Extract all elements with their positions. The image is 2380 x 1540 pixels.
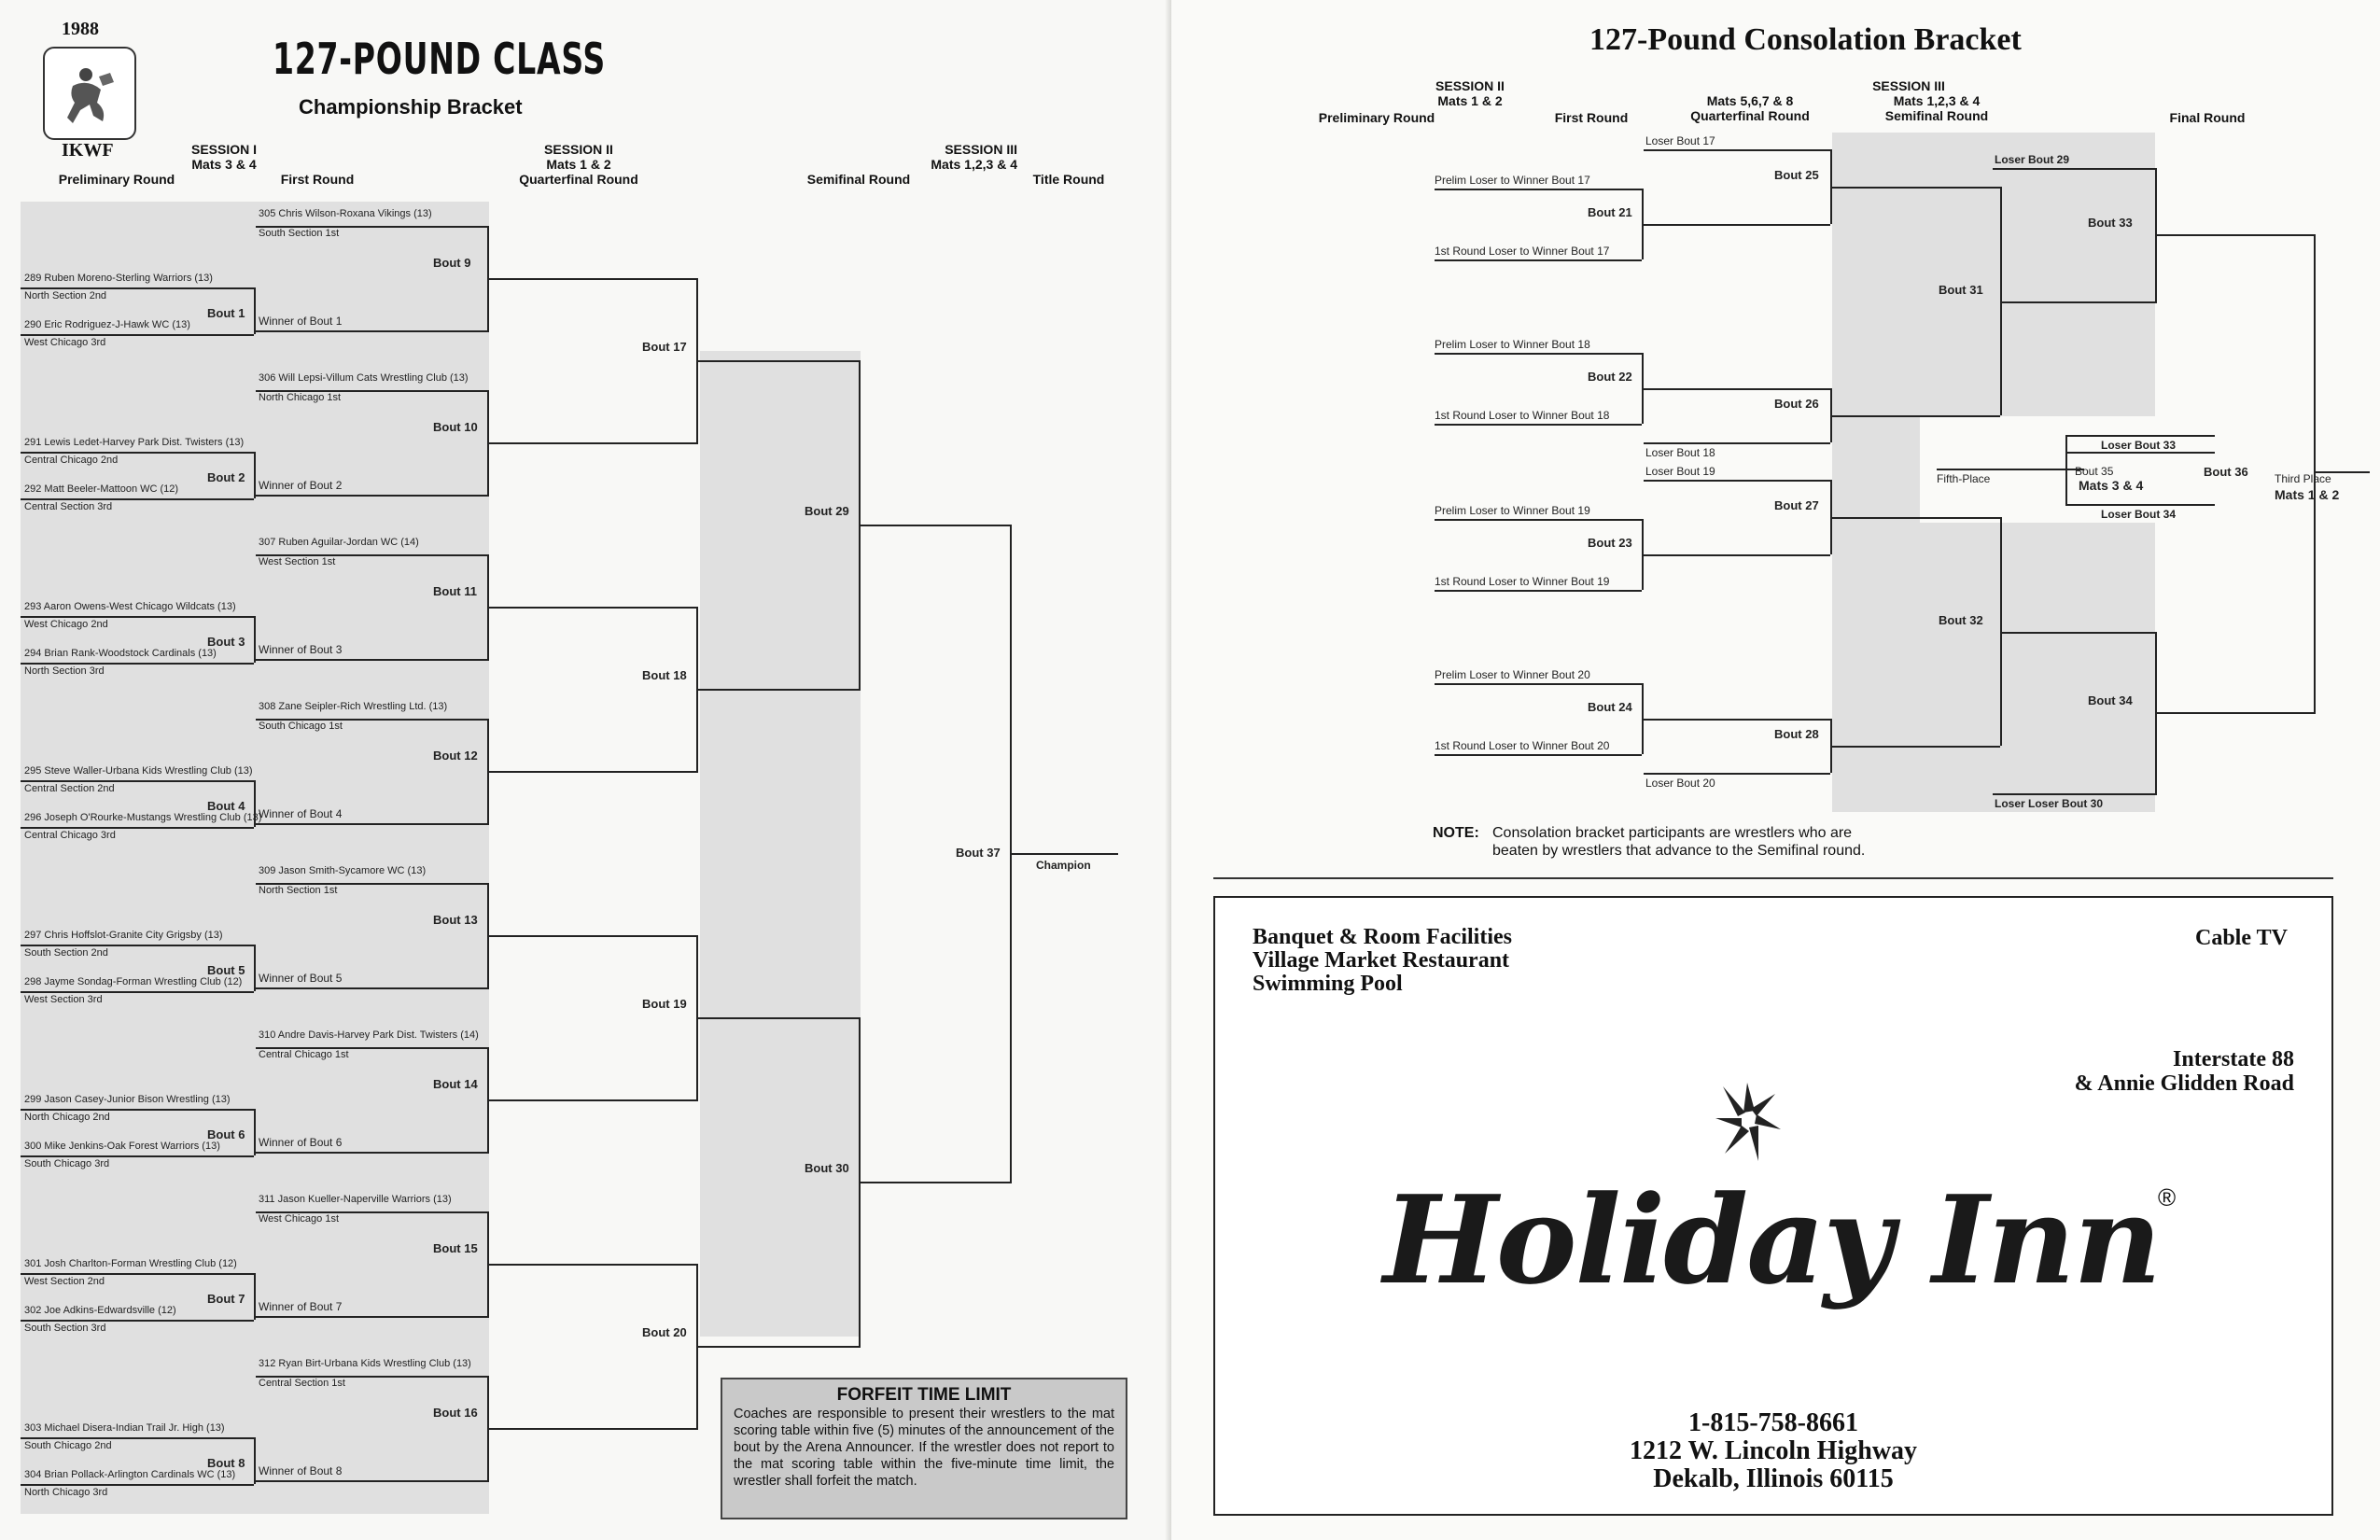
cons-loser-label: Loser Bout 20 — [1645, 777, 1715, 790]
prelim-bout: Bout 1 — [207, 306, 245, 320]
holiday-inn-wordmark: Holiday Inn — [1383, 1169, 2161, 1311]
prelim-bottom-place: North Chicago 3rd — [24, 1487, 108, 1498]
winner-of-prelim: Winner of Bout 5 — [259, 972, 343, 985]
cons-first-round-line — [1435, 754, 1642, 756]
prelim-top-place: Central Section 2nd — [24, 783, 115, 794]
prelim-bottom-wrestler: 296 Joseph O'Rourke-Mustangs Wrestling Club (13) — [24, 812, 262, 823]
cons-loser-line — [1644, 149, 1830, 151]
seeded-wrestler-name: 309 Jason Smith-Sycamore WC (13) — [259, 865, 427, 876]
cons-final-loser-label: Loser Loser Bout 30 — [1995, 797, 2104, 810]
final-bout: Bout 37 — [956, 846, 1001, 860]
quarterfinal-line — [489, 1428, 698, 1430]
winner-of-prelim: Winner of Bout 6 — [259, 1136, 343, 1149]
seeded-wrestler-name: 308 Zane Seipler-Rich Wrestling Ltd. (13) — [259, 701, 448, 712]
prelim-bout: Bout 7 — [207, 1292, 245, 1306]
seeded-wrestler-place: Central Chicago 1st — [259, 1049, 349, 1060]
prelim-top-place: South Section 2nd — [24, 947, 108, 959]
cons-semi-line — [1832, 187, 2000, 189]
contact-block — [1215, 1409, 2331, 1493]
prelim-bracket — [254, 1273, 256, 1320]
semifinal-bout: Bout 29 — [805, 504, 849, 518]
cons-first-round-line — [1435, 590, 1642, 592]
fifth-place-label: Fifth-Place — [1937, 472, 1991, 485]
prelim-bottom-wrestler: 290 Eric Rodriguez-J-Hawk WC (13) — [24, 319, 190, 330]
prelim-top-line — [21, 1109, 254, 1111]
first-round-winner-line — [256, 987, 489, 989]
note-line-1: Consolation bracket participants are wrestlers who are — [1492, 825, 1853, 841]
consolation-title: 127-Pound Consolation Bracket — [1589, 22, 2022, 57]
cons-first-round-line — [1435, 424, 1642, 426]
prelim-bout: Bout 2 — [207, 470, 245, 484]
first-round-bout: Bout 11 — [433, 584, 477, 598]
first-round-bout: Bout 12 — [433, 749, 478, 763]
phone-number[interactable]: 1-815-758-8661 — [1688, 1408, 1858, 1437]
cons-first-round-label: 1st Round Loser to Winner Bout 20 — [1435, 739, 1610, 752]
third-mats: Mats 1 & 2 — [2275, 487, 2340, 502]
seeded-wrestler-name: 312 Ryan Birt-Urbana Kids Wrestling Club (13) — [259, 1358, 471, 1369]
prelim-bottom-line — [21, 991, 254, 993]
quarterfinal-line — [489, 771, 698, 773]
prelim-top-place: Central Chicago 2nd — [24, 455, 119, 466]
cons-mid-line — [1644, 224, 1830, 226]
prelim-bottom-line — [21, 827, 254, 829]
prelim-bottom-line — [21, 1155, 254, 1157]
cons-mid-line — [1644, 388, 1830, 390]
champion-label: Champion — [1036, 859, 1091, 872]
winner-of-prelim: Winner of Bout 7 — [259, 1300, 343, 1313]
starburst-logo-icon — [1710, 1075, 1785, 1169]
prelim-top-wrestler: 295 Steve Waller-Urbana Kids Wrestling Club (13) — [24, 765, 253, 777]
fifth-bout: Bout 35 — [2075, 465, 2114, 478]
prelim-top-place: West Chicago 2nd — [24, 619, 108, 630]
cons-first-round-line — [1435, 259, 1642, 261]
session1-header: SESSION I Mats 3 & 4 — [190, 142, 258, 172]
title-round-header: Title Round — [1032, 172, 1105, 187]
session3-header-right: SESSION III — [1872, 78, 1945, 93]
fifth-line-top — [2065, 435, 2215, 437]
wrestler-logo-icon — [45, 49, 134, 138]
cons-loser-line — [1993, 168, 2157, 170]
cons-prelim-line — [1435, 353, 1642, 355]
cons-loser-label: Loser Bout 17 — [1645, 134, 1715, 147]
third-line — [2157, 712, 2316, 714]
prelim-bracket — [254, 945, 256, 991]
forfeit-title: FORFEIT TIME LIMIT — [836, 1385, 1012, 1405]
seeded-wrestler-place: West Chicago 1st — [259, 1213, 340, 1225]
cons-semi-line — [1832, 517, 2000, 519]
ikwf-logo — [43, 47, 136, 140]
seeded-wrestler-name: 310 Andre Davis-Harvey Park Dist. Twisters (14) — [259, 1029, 479, 1041]
cons-qf-bout: Bout 27 — [1774, 498, 1819, 512]
cons-qf-bout: Bout 25 — [1774, 168, 1819, 182]
seeded-wrestler-place: North Chicago 1st — [259, 392, 342, 403]
location-line-1: Interstate 88 — [2173, 1047, 2294, 1071]
first-round-winner-line — [256, 1480, 489, 1482]
semifinal-line — [698, 1017, 861, 1019]
quarterfinal-line — [489, 442, 698, 444]
cons-first-round-header: First Round — [1554, 110, 1629, 125]
prelim-top-line — [21, 287, 254, 289]
seeded-wrestler-place: South Chicago 1st — [259, 721, 343, 732]
seeded-wrestler-place: South Section 1st — [259, 228, 340, 239]
cons-final-loser-label: Loser Bout 29 — [1995, 153, 2070, 166]
winner-of-prelim: Winner of Bout 3 — [259, 643, 343, 656]
session2-header: SESSION II Mats 1 & 2 — [1435, 78, 1505, 108]
prelim-bottom-place: West Chicago 3rd — [24, 337, 106, 348]
prelim-top-line — [21, 616, 254, 618]
seeded-wrestler-place: West Section 1st — [259, 556, 336, 567]
prelim-bottom-line — [21, 498, 254, 500]
prelim-top-wrestler: 289 Ruben Moreno-Sterling Warriors (13) — [24, 273, 213, 284]
cons-first-round-bout: Bout 22 — [1588, 370, 1632, 384]
city-state-zip: Dekalb, Illinois 60115 — [1653, 1464, 1894, 1493]
winner-of-prelim: Winner of Bout 4 — [259, 807, 343, 820]
quarterfinal-line — [489, 1099, 698, 1101]
prelim-top-line — [21, 780, 254, 782]
quarterfinal-header: SESSION II Mats 1 & 2 Quarterfinal Round — [519, 142, 638, 187]
prelim-bracket — [254, 452, 256, 498]
cons-loser-line — [1644, 773, 1830, 775]
cons-loser-line — [1993, 793, 2157, 795]
prelim-top-line — [21, 1437, 254, 1439]
cons-prelim-line — [1435, 189, 1642, 190]
prelim-bottom-wrestler: 304 Brian Pollack-Arlington Cardinals WC (13) — [24, 1469, 236, 1480]
prelim-bracket — [254, 616, 256, 663]
fifth-bracket — [2065, 435, 2067, 504]
semifinal-shade — [700, 351, 861, 1337]
semifinal-bout: Bout 30 — [805, 1161, 849, 1175]
prelim-bottom-place: Central Section 3rd — [24, 501, 113, 512]
cons-semi-bout: Bout 32 — [1939, 612, 1983, 627]
session3-header: SESSION III Mats 1,2,3 & 4 — [931, 142, 1017, 172]
cons-first-round-label: 1st Round Loser to Winner Bout 17 — [1435, 245, 1610, 258]
seeded-wrestler-name: 307 Ruben Aguilar-Jordan WC (14) — [259, 537, 419, 548]
first-round-winner-line — [256, 330, 489, 332]
cable-tv: Cable TV — [2195, 926, 2288, 950]
first-round-winner-line — [256, 1152, 489, 1154]
third-line — [2157, 234, 2316, 236]
prelim-bottom-line — [21, 1484, 254, 1486]
seeded-wrestler-place: North Section 1st — [259, 885, 338, 896]
fifth-place-line — [1937, 469, 2084, 470]
page-subtitle: Championship Bracket — [299, 95, 523, 119]
cons-semi-line — [1832, 746, 2000, 748]
third-bout: Bout 36 — [2204, 465, 2248, 479]
quarterfinal-bout: Bout 18 — [642, 668, 687, 682]
cons-qf-bout: Bout 28 — [1774, 727, 1819, 741]
prelim-top-wrestler: 291 Lewis Ledet-Harvey Park Dist. Twisters (13) — [24, 437, 245, 448]
semifinal-line — [698, 1346, 861, 1348]
cons-semi-line — [1832, 415, 2000, 417]
winner-of-prelim: Winner of Bout 2 — [259, 479, 343, 492]
prelim-top-line — [21, 452, 254, 454]
champion-line — [1012, 853, 1118, 855]
prelim-bottom-wrestler: 300 Mike Jenkins-Oak Forest Warriors (13) — [24, 1141, 220, 1152]
final-round-header: Final Round — [2169, 110, 2246, 125]
first-round-winner-line — [256, 495, 489, 497]
prelim-top-place: North Section 2nd — [24, 290, 107, 301]
prelim-bout: Bout 3 — [207, 635, 245, 649]
prelim-bottom-wrestler: 302 Joe Adkins-Edwardsville (12) — [24, 1305, 176, 1316]
note-label: NOTE: — [1433, 825, 1479, 841]
cons-prelim-label: Prelim Loser to Winner Bout 19 — [1435, 504, 1590, 517]
first-round-bout: Bout 13 — [433, 913, 478, 927]
prelim-bottom-wrestler: 294 Brian Rank-Woodstock Cardinals (13) — [24, 648, 217, 659]
prelim-bottom-place: North Section 3rd — [24, 665, 105, 677]
cons-qf-bout: Bout 26 — [1774, 397, 1819, 411]
first-round-winner-line — [256, 823, 489, 825]
third-place-label: Third Place — [2275, 472, 2331, 485]
final-line — [861, 1182, 1012, 1183]
page-title: 127-POUND CLASS — [273, 34, 607, 84]
first-round-bout: Bout 9 — [433, 256, 471, 270]
cons-mid-line — [1644, 719, 1830, 721]
prelim-top-wrestler: 293 Aaron Owens-West Chicago Wildcats (13) — [24, 601, 236, 612]
first-round-bout: Bout 14 — [433, 1077, 478, 1091]
semifinal-line — [698, 360, 861, 362]
prelim-bout: Bout 5 — [207, 963, 245, 977]
fifth-bottom-label: Loser Bout 34 — [2101, 508, 2177, 521]
quarterfinal-bout: Bout 17 — [642, 340, 687, 354]
cons-semi-bout: Bout 31 — [1939, 282, 1983, 297]
seeded-wrestler-name: 311 Jason Kueller-Naperville Warriors (13) — [259, 1194, 452, 1205]
fifth-bottom-line — [2065, 504, 2215, 506]
amenity-banquet: Banquet & Room Facilities — [1253, 925, 1512, 949]
quarterfinal-bout: Bout 20 — [642, 1325, 687, 1339]
prelim-bottom-place: South Section 3rd — [24, 1323, 106, 1334]
cons-first-round-bout: Bout 24 — [1588, 700, 1632, 714]
cons-prelim-label: Prelim Loser to Winner Bout 18 — [1435, 338, 1590, 351]
quarterfinal-bout: Bout 19 — [642, 997, 687, 1011]
cons-loser-label: Loser Bout 19 — [1645, 465, 1715, 478]
prelim-top-line — [21, 1273, 254, 1275]
first-round-bout: Bout 10 — [433, 420, 478, 434]
cons-loser-label: Loser Bout 18 — [1645, 446, 1715, 459]
amenities-list — [1253, 926, 1512, 996]
cons-prelim-label: Prelim Loser to Winner Bout 17 — [1435, 174, 1590, 187]
prelim-bottom-line — [21, 1320, 254, 1322]
holiday-inn-ad — [1213, 896, 2333, 1516]
prelim-bout: Bout 8 — [207, 1456, 245, 1470]
prelim-bracket — [254, 287, 256, 334]
prelim-bottom-line — [21, 663, 254, 665]
forfeit-notice — [721, 1378, 1127, 1519]
prelim-top-place: North Chicago 2nd — [24, 1112, 110, 1123]
first-round-header: First Round — [280, 172, 355, 187]
cons-final-bout: Bout 34 — [2088, 693, 2133, 708]
prelim-bottom-place: Central Chicago 3rd — [24, 830, 116, 841]
cons-quarterfinal-header: Mats 5,6,7 & 8 Quarterfinal Round — [1690, 93, 1810, 123]
prelim-bracket — [254, 1109, 256, 1155]
quarterfinal-line — [489, 1264, 698, 1266]
first-round-bout: Bout 16 — [433, 1406, 478, 1420]
cons-prelim-line — [1435, 683, 1642, 685]
seeded-wrestler-name: 305 Chris Wilson-Roxana Vikings (13) — [259, 208, 432, 219]
winner-of-prelim: Winner of Bout 1 — [259, 315, 343, 328]
cons-final-bout: Bout 33 — [2088, 216, 2133, 231]
quarterfinal-line — [489, 278, 698, 280]
semifinal-line — [698, 689, 861, 691]
quarterfinal-line — [489, 935, 698, 937]
first-round-winner-line — [256, 659, 489, 661]
cons-loser-line — [1644, 442, 1830, 444]
consolation-bracket-page — [1171, 0, 2380, 1540]
prelim-top-wrestler: 297 Chris Hoffslot-Granite City Grigsby (13) — [24, 930, 223, 941]
prelim-bottom-wrestler: 298 Jayme Sondag-Forman Wrestling Club (12) — [24, 976, 243, 987]
cons-semifinal-header: Mats 1,2,3 & 4 Semifinal Round — [1884, 93, 1989, 123]
prelim-bottom-place: South Chicago 3rd — [24, 1158, 110, 1169]
prelim-top-line — [21, 945, 254, 946]
note-line-2: beaten by wrestlers that advance to the Semifinal round. — [1492, 843, 1866, 859]
prelim-top-place: West Section 2nd — [24, 1276, 105, 1287]
final-line — [861, 525, 1012, 526]
fifth-top-line — [2065, 452, 2215, 454]
forfeit-body: Coaches are responsible to present their wrestlers to the mat scoring table within five (5) minutes of the announcement of the bout by the Arena Announcer. If the wrestler does not report to the mat scoring table within the five-minute time limit, the wrestler shall forfeit the match. — [734, 1407, 1114, 1489]
cons-loser-line — [1644, 480, 1830, 482]
prelim-bout: Bout 6 — [207, 1127, 245, 1141]
fifth-mats: Mats 3 & 4 — [2079, 478, 2144, 493]
cons-first-round-label: 1st Round Loser to Winner Bout 19 — [1435, 575, 1610, 588]
prelim-top-wrestler: 301 Josh Charlton-Forman Wrestling Club (12) — [24, 1258, 237, 1269]
prelim-top-wrestler: 299 Jason Casey-Junior Bison Wrestling (13) — [24, 1094, 231, 1105]
location-line-2: & Annie Glidden Road — [2074, 1071, 2294, 1096]
semifinal-header: Semifinal Round — [806, 172, 911, 187]
seeded-wrestler-place: Central Section 1st — [259, 1378, 345, 1389]
registered-mark: ® — [2158, 1183, 2177, 1211]
fifth-top-label: Loser Bout 33 — [2101, 439, 2177, 452]
org-name: IKWF — [62, 140, 114, 161]
cons-final-line — [2002, 301, 2157, 303]
prelim-round-header: Preliminary Round — [58, 172, 175, 187]
amenity-pool: Swimming Pool — [1253, 972, 1403, 996]
quarterfinal-line — [489, 607, 698, 609]
year: 1988 — [62, 19, 99, 39]
cons-first-round-bout: Bout 23 — [1588, 536, 1632, 550]
cons-prelim-header: Preliminary Round — [1318, 110, 1435, 125]
cons-prelim-label: Prelim Loser to Winner Bout 20 — [1435, 668, 1590, 681]
first-round-winner-line — [256, 1316, 489, 1318]
amenity-restaurant: Village Market Restaurant — [1253, 948, 1510, 973]
prelim-top-place: South Chicago 2nd — [24, 1440, 112, 1451]
first-round-bout: Bout 15 — [433, 1241, 478, 1255]
cons-prelim-line — [1435, 519, 1642, 521]
street-address: 1212 W. Lincoln Highway — [1629, 1436, 1918, 1465]
cons-first-round-bout: Bout 21 — [1588, 205, 1632, 219]
prelim-bottom-line — [21, 334, 254, 336]
winner-of-prelim: Winner of Bout 8 — [259, 1464, 343, 1477]
divider — [1213, 877, 2333, 879]
prelim-bottom-place: West Section 3rd — [24, 994, 103, 1005]
cons-first-round-label: 1st Round Loser to Winner Bout 18 — [1435, 409, 1610, 422]
seeded-wrestler-name: 306 Will Lepsi-Villum Cats Wrestling Club (13) — [259, 372, 469, 384]
prelim-bout: Bout 4 — [207, 799, 245, 813]
championship-bracket-page — [0, 0, 1171, 1540]
cons-mid-line — [1644, 554, 1830, 556]
cons-final-line — [2002, 632, 2157, 634]
prelim-bracket — [254, 1437, 256, 1484]
prelim-bottom-wrestler: 292 Matt Beeler-Mattoon WC (12) — [24, 483, 179, 495]
prelim-top-wrestler: 303 Michael Disera-Indian Trail Jr. High (13) — [24, 1422, 225, 1434]
